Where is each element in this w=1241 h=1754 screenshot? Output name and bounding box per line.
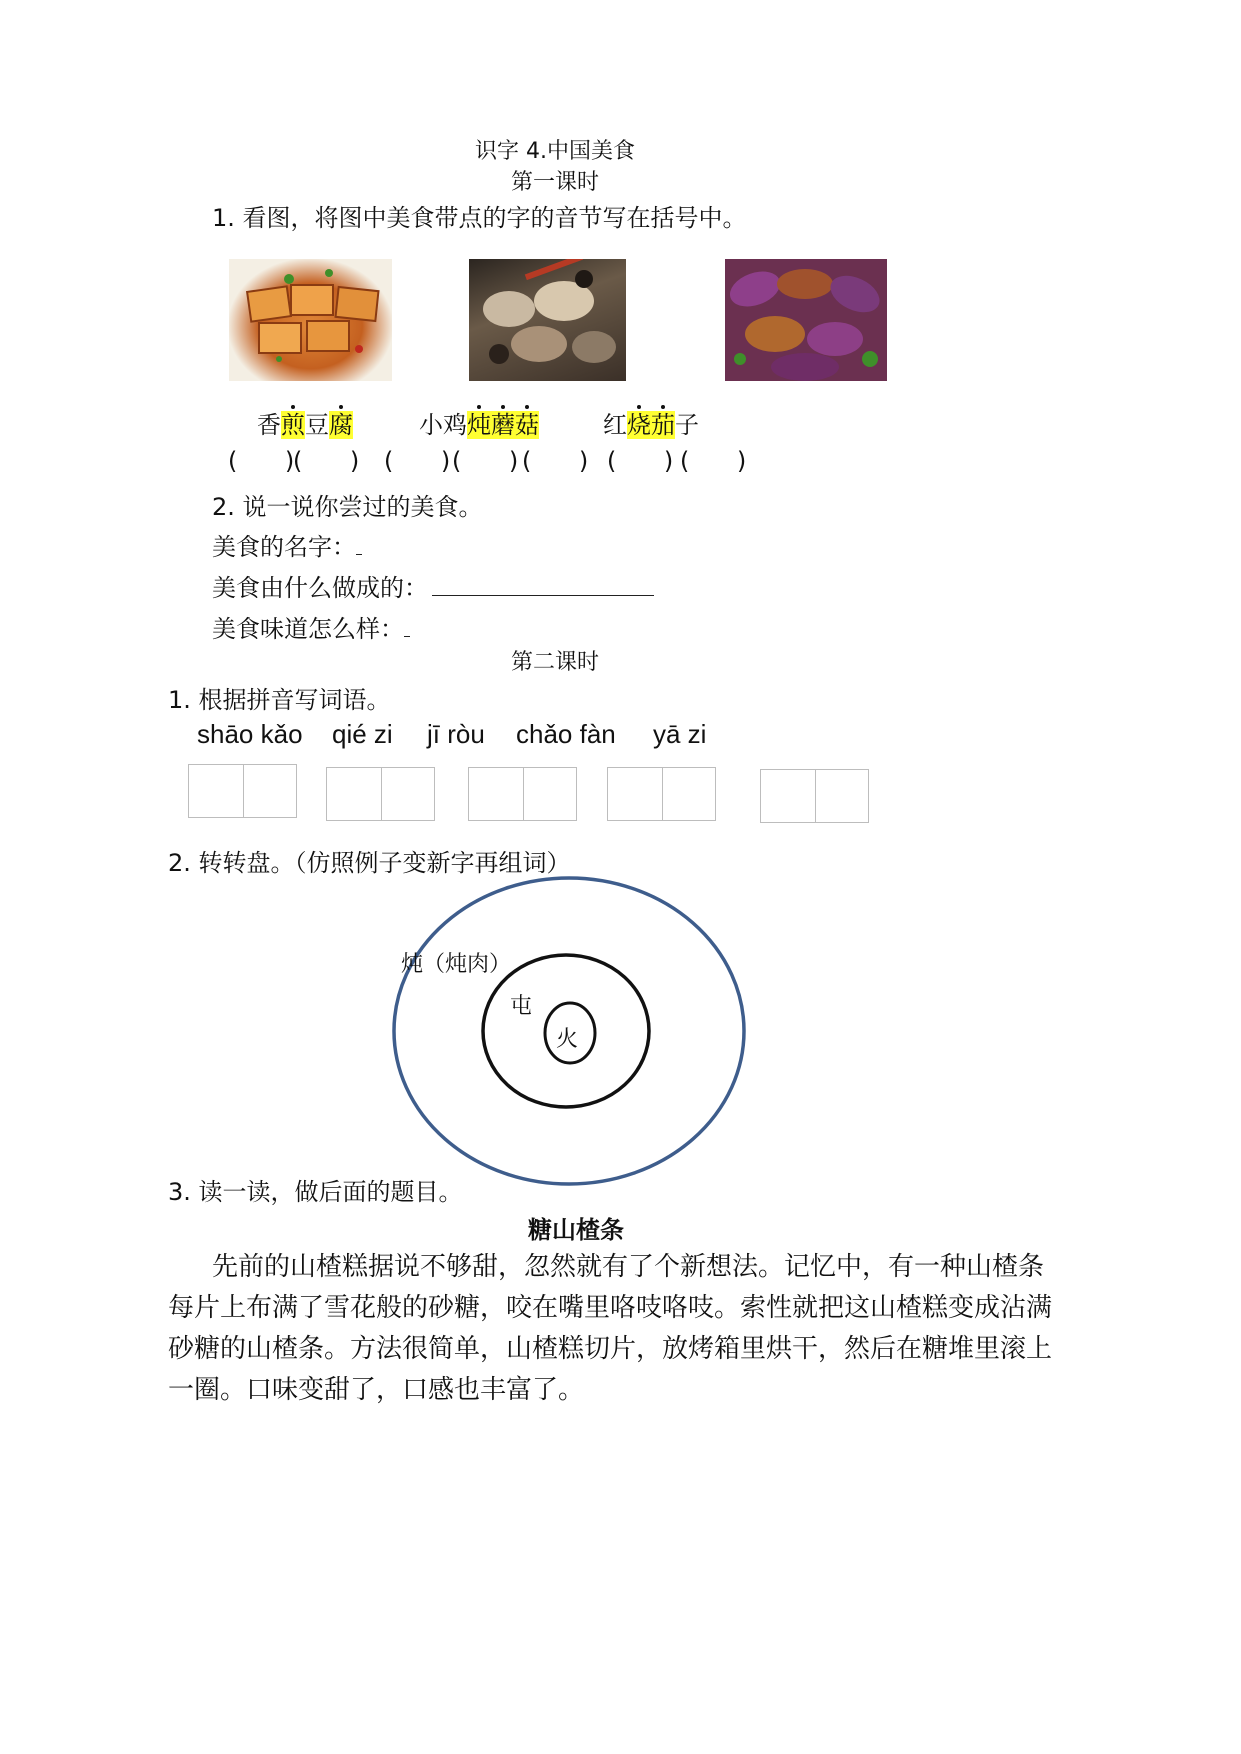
wheel-inner-char: 火: [556, 1027, 579, 1052]
wheel-middle-char: 屯: [510, 994, 533, 1019]
field-label: 美食味道怎么样：: [212, 615, 404, 643]
emphasis-dots: [467, 405, 539, 409]
field-food-name: [212, 527, 362, 562]
pinyin-5: yā zi: [653, 719, 707, 749]
dish-1-char-marked: 煎: [281, 411, 305, 439]
dish-name-3: [603, 405, 699, 440]
dish-2-char-plain: 小鸡: [419, 411, 467, 439]
field-food-taste: [212, 609, 410, 644]
field-label: 美食的名字：: [212, 533, 356, 561]
dish-1-char-plain-2: 豆: [305, 411, 329, 439]
answer-paren-7[interactable]: ( ): [677, 447, 750, 475]
writing-grid-1[interactable]: [188, 764, 297, 818]
pinyin-4: chǎo fàn: [516, 719, 616, 749]
question-1-1: 1. 看图，将图中美食带点的字的音节写在括号中。: [212, 204, 747, 232]
dish-3-char-plain: 红: [603, 411, 627, 439]
answer-paren-2[interactable]: ( ): [290, 447, 363, 475]
dish-name-2: [419, 405, 539, 440]
answer-line[interactable]: [432, 595, 654, 596]
question-2-2: 2. 转转盘。（仿照例子变新字再组词）: [168, 849, 571, 877]
answer-paren-3[interactable]: ( ): [381, 447, 454, 475]
stew-illustration: [469, 259, 626, 381]
dish-2-char-marked: [467, 411, 539, 439]
dish-1-char-plain: 香: [257, 411, 281, 439]
fried-tofu-illustration: [229, 259, 392, 381]
emphasis-dots: [627, 405, 675, 409]
answer-paren-6[interactable]: ( ): [604, 447, 677, 475]
answer-paren-1[interactable]: ( ): [225, 447, 298, 475]
eggplant-illustration: [725, 259, 887, 381]
pinyin-1: shāo kǎo: [197, 719, 303, 749]
pinyin-2: qié zi: [332, 719, 393, 749]
answer-line[interactable]: [404, 636, 410, 637]
question-1-2: 2. 说一说你尝过的美食。: [212, 493, 483, 521]
writing-grid-5[interactable]: [760, 769, 869, 823]
braised-eggplant-photo: [725, 259, 887, 381]
story-line-4: 一圈。口味变甜了，口感也丰富了。: [168, 1375, 585, 1405]
dish-3-marked-text: 烧茄: [627, 411, 675, 439]
answer-paren-5[interactable]: ( ): [519, 447, 592, 475]
dish-3-char-plain-2: 子: [675, 411, 699, 439]
story-line-3: 砂糖的山楂条。方法很简单，山楂糕切片，放烤箱里烘干，然后在糖堆里滚上: [168, 1334, 1053, 1364]
writing-grid-4[interactable]: [607, 767, 716, 821]
pinyin-3: jī ròu: [427, 719, 485, 749]
lesson1-heading: 第一课时: [510, 170, 599, 195]
question-2-1: 1. 根据拼音写词语。: [168, 686, 391, 714]
dish-1-char-marked-2: 腐: [329, 411, 353, 439]
page-title: 识字 4.中国美食: [475, 139, 635, 164]
story-title: 糖山楂条: [528, 1216, 624, 1244]
field-label: 美食由什么做成的：: [212, 574, 428, 602]
story-line-2: 每片上布满了雪花般的砂糖，咬在嘴里咯吱咯吱。索性就把这山楂糕变成沾满: [168, 1293, 1053, 1323]
dish-name-1: [257, 405, 353, 440]
wheel-outer-example: 炖（炖肉）: [401, 952, 512, 977]
question-2-3: 3. 读一读，做后面的题目。: [168, 1178, 463, 1206]
writing-grid-3[interactable]: [468, 767, 577, 821]
answer-line[interactable]: [356, 554, 362, 555]
writing-grid-2[interactable]: [326, 767, 435, 821]
field-food-ingredients: [212, 568, 654, 603]
lesson2-heading: 第二课时: [510, 650, 599, 675]
fried-tofu-photo: [229, 259, 392, 381]
dish-3-char-marked: [627, 411, 675, 439]
chicken-mushroom-stew-photo: [469, 259, 626, 381]
dish-2-marked-text: 炖蘑菇: [467, 411, 539, 439]
answer-paren-4[interactable]: ( ): [449, 447, 522, 475]
story-line-1: 先前的山楂糕据说不够甜，忽然就有了个新想法。记忆中，有一种山楂条: [212, 1252, 1045, 1282]
